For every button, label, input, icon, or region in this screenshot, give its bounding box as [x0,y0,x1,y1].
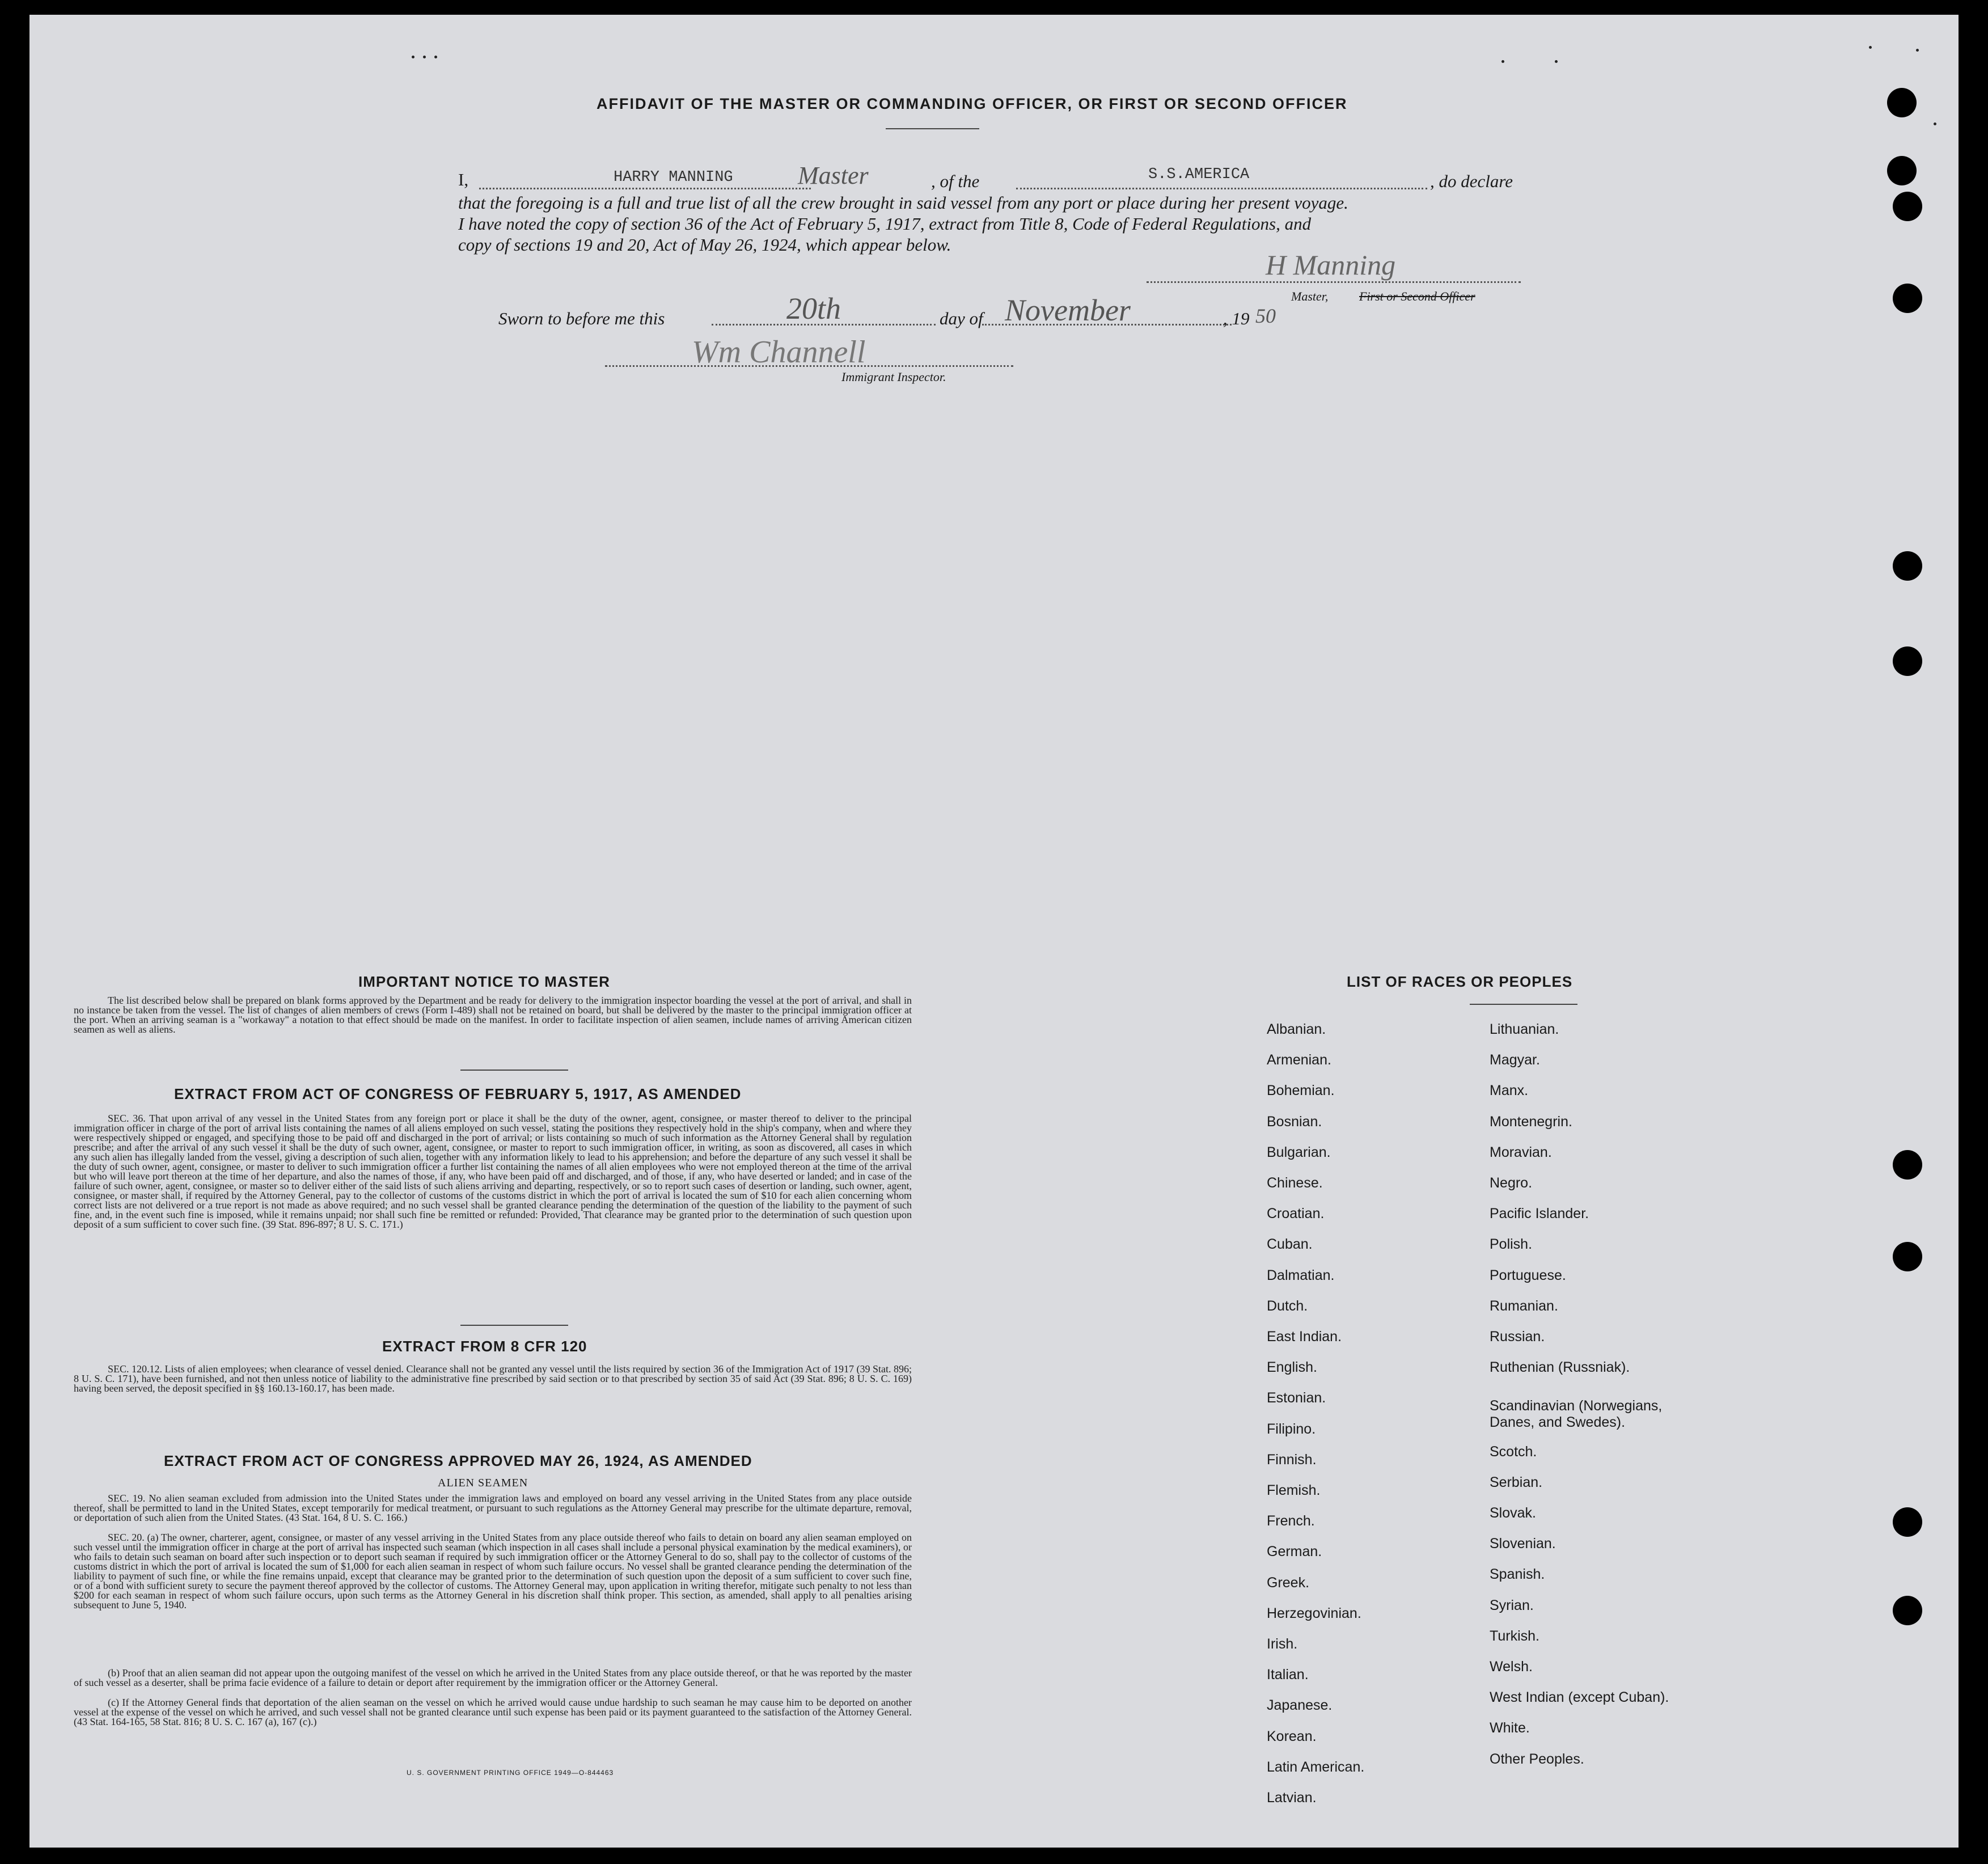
race-item: Bohemian. [1267,1083,1335,1099]
day-handwritten: 20th [786,291,841,326]
punch-hole [1893,192,1922,221]
race-item: Armenian. [1267,1052,1331,1068]
race-item: Finnish. [1267,1451,1317,1468]
form-sheet [29,15,1959,1848]
punch-hole [1893,1242,1922,1271]
race-item: French. [1267,1513,1315,1529]
extract-1924-sec20b: (b) Proof that an alien seaman did not appear upon the outgoing manifest of the vessel on which he arrived in the United States from any place outside thereof, or that he was reported by the master of such vessel as a deserter, shall be prima facie evidence of a failure to detain or deport after requirement by the immigration officer or the Attorney General. [74,1667,912,1688]
punch-hole [1893,1507,1922,1537]
punch-hole [1893,284,1922,313]
race-item: Turkish. [1490,1628,1539,1644]
race-item: Syrian. [1490,1597,1534,1613]
notice-text: The list described below shall be prepared on blank forms approved by the Department and be ready for delivery to the immigration inspector boarding the vessel at the port of arrival, and shall in no instance be taken from the vessel. The list of changes of alien members of crews (Form I-489) shall not be retained on board, but shall be delivered by the master to the principal immigration officer at the port. When an arriving seaman is a "workaway" a notation to that effect should be made on the manifest. In order to facilitate inspection of alien seamen, include names of arriving American citizen seamen as well as aliens. [74,995,912,1035]
extract-1924-sec20a: SEC. 20. (a) The owner, charterer, agent, consignee, or master of any vessel arriving in the United States from any place outside thereof who fails to detain on board any alien seaman employed on such vessel until the immigration officer in charge at the port of arrival has inspected such seaman (which inspection in all cases shall include a personal physical examination by the medical examiners), or who fails to detain such seaman on board after such inspection or to deport such seaman if required by such immigration officer or the Attorney General to do so, shall pay to the collector of customs of the customs district in which the port of arrival is located the sum of $1,000 for each alien seaman in respect of whom such failure occurs. No vessel shall be granted clearance pending the determination of the liability to payment of such fine, or while the fine remains unpaid, except that clearance may be granted prior to the determination of such question upon the deposit of a sum sufficient to cover such fine, or of a bond with sufficient surety to secure the payment thereof approved by the collector of customs. The Attorney General may, upon application in writing therefor, mitigate such penalty to not less than $200 for each seaman in respect of whom such failure occurs, upon such terms as the Attorney General in his discretion shall think proper. This section, as amended, shall apply to all penalties arising subsequent to June 5, 1940. [74,1532,912,1611]
race-item: Montenegrin. [1490,1113,1572,1130]
punch-hole [1887,88,1917,117]
race-item: Magyar. [1490,1052,1540,1068]
master-signature-line [1147,281,1521,283]
race-item: Greek. [1267,1574,1310,1591]
gpo-imprint: U. S. GOVERNMENT PRINTING OFFICE 1949—O-844463 [407,1769,614,1777]
race-item: Scandinavian (Norwegians, Danes, and Swedes). [1490,1398,1663,1431]
race-item: Pacific Islander. [1490,1206,1589,1222]
race-item: Spanish. [1490,1566,1545,1583]
extract-1924-sec19: SEC. 19. No alien seaman excluded from admission into the United States under the immigration laws and employed on board any vessel arriving in the United States from any place outside thereof, shall be permitted to land in the United States, except temporarily for medical treatment, or pursuant to such regulations as the Attorney General may prescribe for the ultimate departure, removal, or deportation of such alien from the United States. (43 Stat. 164, 8 U. S. C. 166.) [74,1493,912,1523]
race-item: Croatian. [1267,1206,1325,1222]
inspector-signature: Wm Channell [692,335,866,370]
race-item: Estonian. [1267,1390,1326,1406]
stray-mark [423,56,426,58]
extract-1917-title: EXTRACT FROM ACT OF CONGRESS OF FEBRUARY 5, 1917, AS AMENDED [174,1085,742,1102]
master-name-field [479,188,811,189]
race-item: Irish. [1267,1636,1298,1652]
affidavit-line-3: I have noted the copy of section 36 of the Act of February 5, 1917, extract from Title 8, Code of Federal Regulations, and [458,214,1312,234]
races-title: LIST OF RACES OR PEOPLES [1347,973,1573,990]
race-item: Flemish. [1267,1482,1321,1498]
race-item: Korean. [1267,1728,1317,1744]
extract-1924-sec20c: (c) If the Attorney General finds that deportation of the alien seaman on the vessel on which he arrived would cause undue hardship to such seaman he may cause him to be deported on another vessel at the expense of the vessel on which he arrived, and such vessel shall not be granted clearance until such expense has been paid or its payment guaranteed to the satisfaction of the Attorney General. (43 Stat. 164-165, 58 Stat. 816; 8 U. S. C. 167 (a), 167 (c).) [74,1697,912,1727]
stray-mark [1869,46,1872,49]
race-item: Other Peoples. [1490,1751,1584,1767]
punch-hole [1893,1596,1922,1625]
stray-mark [412,56,414,58]
extract-cfr-text: SEC. 120.12. Lists of alien employees; when clearance of vessel denied. Clearance shall not be granted any vessel until the lists required by section 36 of the Immigration Act of 1917 (39 Stat. 896; 8 U. S. C. 171), have been furnished, and not then unless notice of liability to the administrative fine prescribed by said section or to that prescribed by section 35 of said Act (39 Stat. 896; 8 U. S. C. 169) having been served, the deposit specified in §§ 160.13-160.17, has been made. [74,1363,912,1394]
race-item: Filipino. [1267,1421,1316,1437]
year-handwritten: 50 [1255,305,1276,327]
race-item: Japanese. [1267,1697,1333,1714]
i-label: I, [458,170,469,189]
vessel-field [1016,188,1427,189]
affidavit-line-4: copy of sections 19 and 20, Act of May 26, 1924, which appear below. [458,235,951,255]
race-item: Latin American. [1267,1759,1365,1775]
title-divider [886,128,979,129]
race-item: Dalmatian. [1267,1267,1335,1283]
vessel-name: S.S.AMERICA [1148,166,1250,183]
punch-hole [1893,646,1922,676]
affidavit-line-2: that the foregoing is a full and true list of all the crew brought in said vessel from any port or place during her present voyage. [458,193,1348,213]
race-item: Portuguese. [1490,1267,1566,1283]
sworn-label: Sworn to before me this [498,308,665,328]
stray-mark [1555,60,1558,63]
master-signature: H Manning [1266,249,1396,281]
race-item: Moravian. [1490,1144,1552,1160]
race-item: West Indian (except Cuban). [1490,1689,1669,1706]
race-item: Latvian. [1267,1790,1317,1806]
race-item: Herzegovinian. [1267,1605,1361,1621]
race-item: Lithuanian. [1490,1021,1559,1037]
race-item: Bosnian. [1267,1113,1322,1130]
rank-handwritten: Master [798,162,869,189]
race-item: Chinese. [1267,1175,1323,1191]
struck-officer-caption: First or Second Officer [1359,289,1475,303]
notice-title: IMPORTANT NOTICE TO MASTER [358,973,610,990]
race-item: Polish. [1490,1236,1533,1253]
race-item: Welsh. [1490,1659,1533,1675]
master-name: HARRY MANNING [614,169,733,186]
of-the-label: , of the [931,171,980,191]
race-item: Italian. [1267,1667,1309,1683]
race-item: Scotch. [1490,1443,1537,1460]
race-item: White. [1490,1720,1530,1736]
extract-cfr-title: EXTRACT FROM 8 CFR 120 [382,1338,587,1355]
extract-1917-divider [460,1325,568,1326]
extract-1924-subtitle: ALIEN SEAMEN [438,1477,528,1489]
race-item: Ruthenian (Russniak). [1490,1359,1630,1376]
race-item: East Indian. [1267,1329,1342,1345]
punch-hole [1893,1150,1922,1180]
races-divider [1470,1004,1577,1005]
stray-mark [1501,60,1504,63]
race-item: Albanian. [1267,1021,1326,1037]
stray-mark [1916,49,1919,52]
race-item: Negro. [1490,1175,1533,1191]
punch-hole [1893,551,1922,581]
notice-divider [460,1070,568,1071]
race-item: German. [1267,1544,1322,1560]
race-item: Manx. [1490,1083,1529,1099]
month-handwritten: November [1005,293,1131,327]
race-item: Serbian. [1490,1474,1543,1490]
race-item: Rumanian. [1490,1297,1558,1314]
master-caption: Master, [1291,289,1329,303]
race-item: Bulgarian. [1267,1144,1331,1160]
stray-mark [434,56,437,58]
stray-mark [1934,122,1936,125]
race-item: Slovak. [1490,1505,1536,1521]
punch-hole [1887,156,1917,185]
race-item: Slovenian. [1490,1536,1556,1552]
extract-1924-title: EXTRACT FROM ACT OF CONGRESS APPROVED MAY 26, 1924, AS AMENDED [164,1452,752,1469]
race-item: Russian. [1490,1329,1545,1345]
year-prefix: , 19 [1223,308,1250,328]
extract-1917-text: SEC. 36. That upon arrival of any vessel in the United States from any foreign port or place it shall be the duty of the owner, agent, consignee, or master thereof to deliver to the principal immigration officer in charge of the port of arrival lists containing the names of all aliens employed on such vessel, stating the positions they respectively hold in the ship's company, when and where they were respectively shipped or engaged, and specifying those to be paid off and discharged in the port of arrival; or lists containing so much of such information as the Attorney General shall by regulation prescribe; and after the arrival of any such vessel it shall be the duty of such owner, agent, consignee, or master to report to such immigration officer, in writing, as soon as discovered, all cases in which any such alien has illegally landed from the vessel, giving a description of such alien, together with any information likely to lead to his apprehension; and before the departure of any such vessel it shall be the duty of such owner, agent, consignee, or master to deliver to such immigration officer a further list containing the names of all alien employees who were not employed thereon at the time of the arrival but who will leave port thereon at the time of her departure, and also the names of those, if any, who have been paid off and discharged, and of those, if any, who have deserted or landed; and in case of the failure of such owner, agent, consignee, or master so to deliver either of the said lists of such aliens arriving and departing, respectively, or so to report such cases of desertion or landing, such owner, agent, consignee, or master shall, if required by the Attorney General, pay to the collector of customs of the customs district in which the port of arrival is located the sum of $10 for each alien concerning whom correct lists are not delivered or a true report is not made as above required; and no such vessel shall be granted clearance pending the determination of the question of the liability to the payment of such fine, and, in the event such fine is imposed, while it remains unpaid; nor shall such fine be remitted or refunded: Provided, That clearance may be granted prior to the determination of such question upon deposit of a sum sufficient to cover such fine. (39 Stat. 896-897; 8 U. S. C. 171.) [74,1113,912,1230]
race-item: Cuban. [1267,1236,1313,1253]
race-item: English. [1267,1359,1317,1376]
race-item: Dutch. [1267,1297,1308,1314]
form-title: AFFIDAVIT OF THE MASTER OR COMMANDING OFFICER, OR FIRST OR SECOND OFFICER [597,95,1348,112]
inspector-caption: Immigrant Inspector. [841,370,946,384]
day-of-label: day of [940,308,983,328]
do-declare-label: , do declare [1430,171,1513,191]
